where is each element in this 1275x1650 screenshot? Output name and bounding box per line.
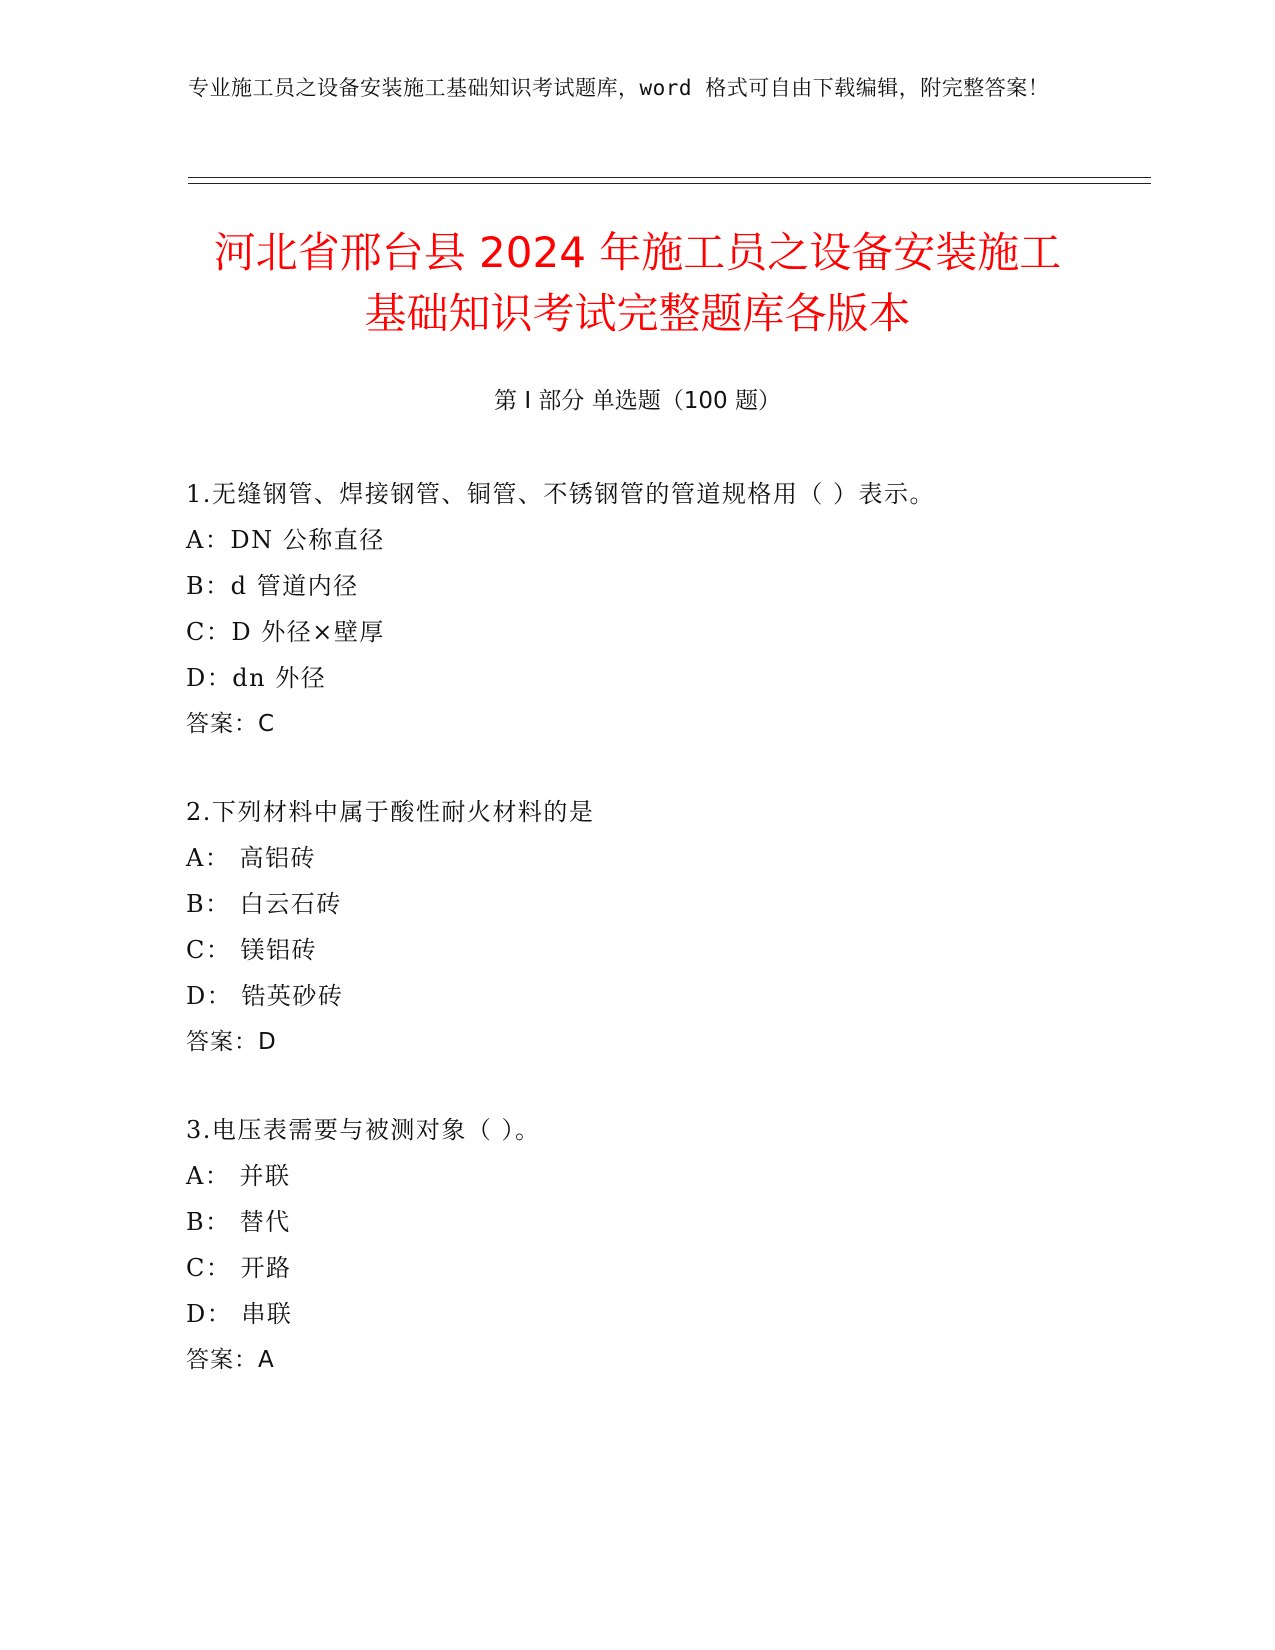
section-heading: 第 I 部分 单选题（100 题） [494,388,781,414]
option-b: B： 白云石砖 [186,890,342,918]
header-divider-bottom [188,183,1151,184]
option-a: A：DN 公称直径 [186,526,385,554]
option-d: D：dn 外径 [186,664,327,692]
question-3 [186,1114,1086,1390]
option-a: A： 高铝砖 [186,844,316,872]
option-c: C： 开路 [186,1254,292,1282]
header-note: 专业施工员之设备安装施工基础知识考试题库，word 格式可自由下载编辑，附完整答案！ [188,76,1050,100]
answer: 答案：A [186,1347,275,1373]
question-1 [186,478,1086,754]
question-2 [186,796,1086,1072]
question-stem: 1.无缝钢管、焊接钢管、铜管、不锈钢管的管道规格用（ ）表示。 [186,480,936,508]
document-title-line-1: 河北省邢台县 2024 年施工员之设备安装施工 [213,228,1062,277]
header-divider-top [188,177,1151,178]
option-d: D： 锆英砂砖 [186,982,344,1010]
question-stem: 2.下列材料中属于酸性耐火材料的是 [186,798,595,826]
option-d: D： 串联 [186,1300,293,1328]
option-c: C：D 外径×壁厚 [186,618,385,646]
document-title-line-2: 基础知识考试完整题库各版本 [364,289,911,338]
answer: 答案：C [186,711,276,737]
question-stem: 3.电压表需要与被测对象（ ）。 [186,1116,541,1144]
option-a: A： 并联 [186,1162,291,1190]
document-title [150,222,1125,344]
option-c: C： 镁铝砖 [186,936,317,964]
option-b: B：d 管道内径 [186,572,359,600]
option-b: B： 替代 [186,1208,291,1236]
answer: 答案：D [186,1029,277,1055]
